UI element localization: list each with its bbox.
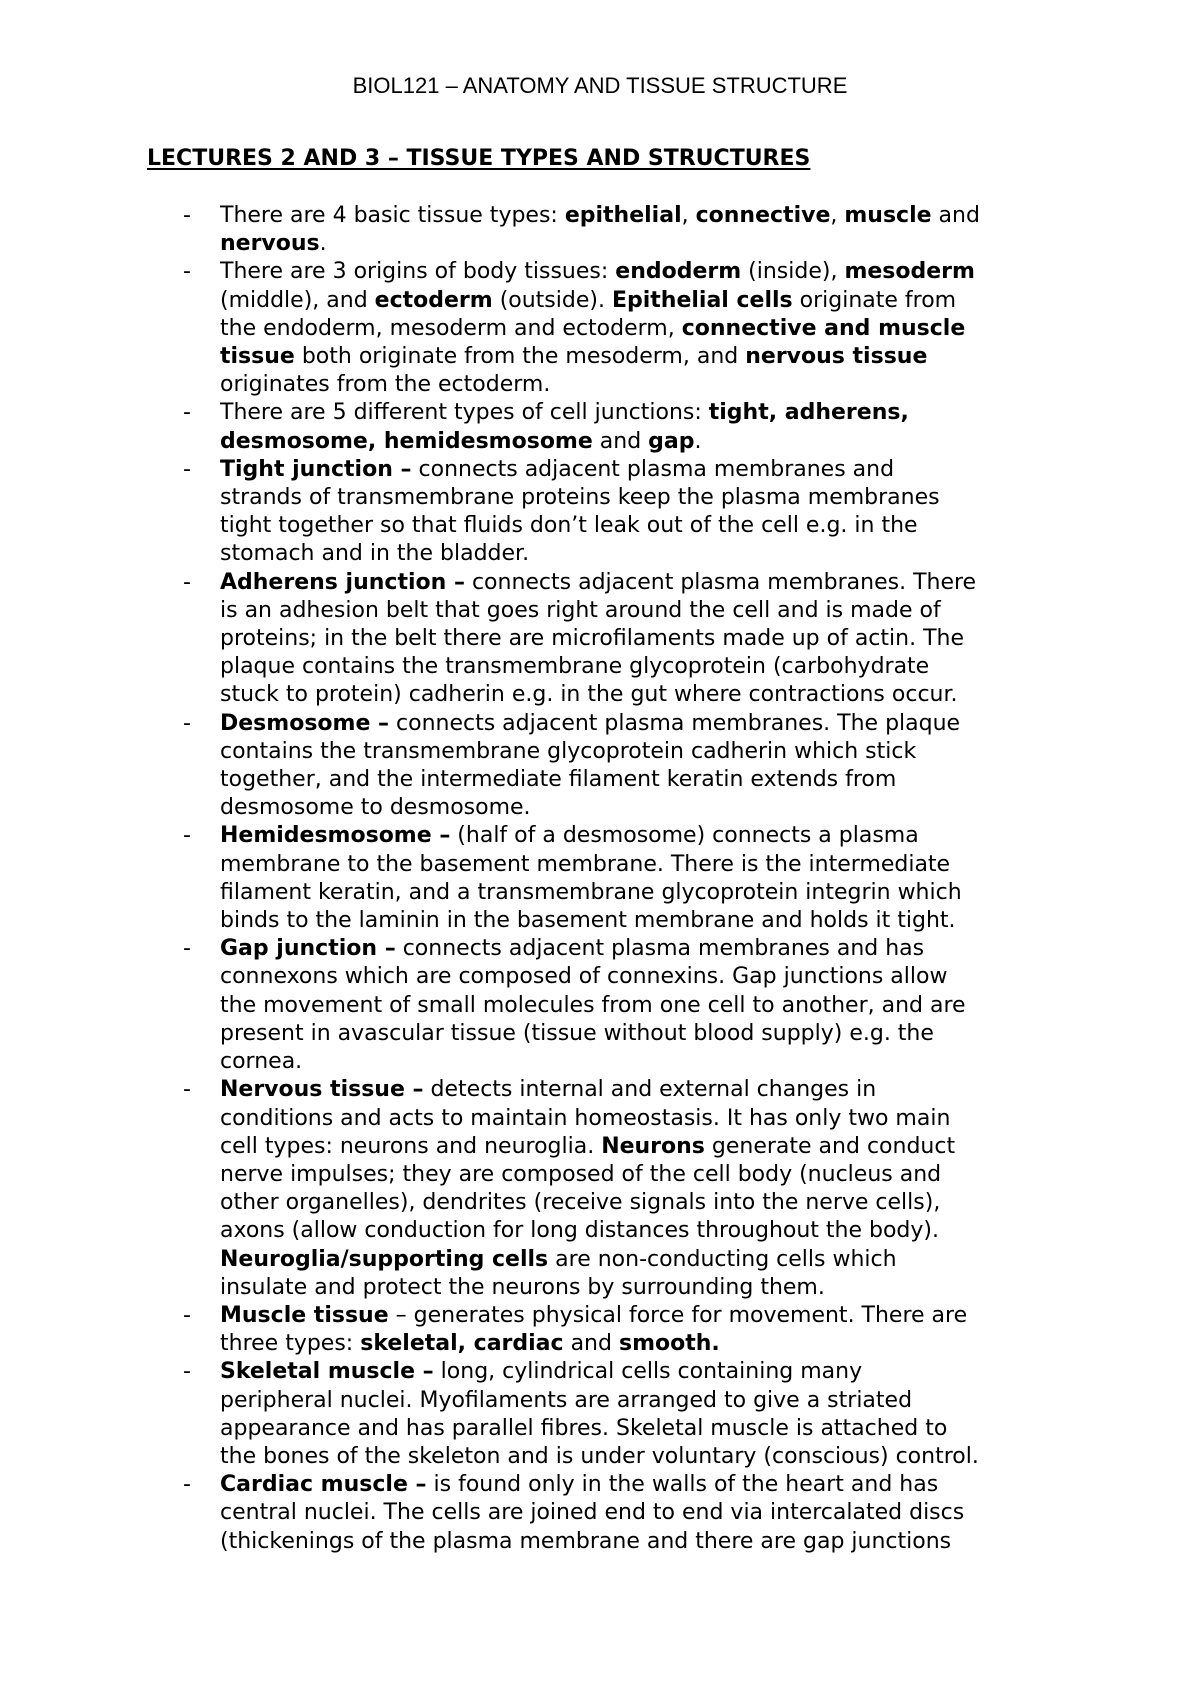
bold-term: tissue — [220, 344, 295, 370]
bullet-line — [220, 399, 1080, 427]
bold-term: mesoderm — [844, 259, 975, 285]
bullet-dash: - — [183, 569, 191, 595]
text-run: other organelles), dendrites (receive signals into the nerve cells), — [220, 1190, 941, 1216]
bullet-item — [0, 1302, 1080, 1358]
text-run: together, and the intermediate filament keratin extends from — [220, 767, 897, 793]
text-run: stomach and in the bladder. — [220, 541, 530, 567]
bullet-line — [220, 1358, 1080, 1386]
text-run: is found only in the walls of the heart and has — [426, 1472, 939, 1498]
text-run: are non-conducting cells which — [548, 1246, 897, 1272]
section-title: LECTURES 2 AND 3 – TISSUE TYPES AND STRUCTURES — [147, 146, 811, 171]
text-run: , — [830, 203, 845, 228]
bullet-line — [220, 738, 1080, 766]
bold-term: Skeletal muscle – — [220, 1359, 434, 1385]
bold-term: Hemidesmosome – — [220, 823, 451, 849]
bold-term: Muscle tissue — [220, 1302, 389, 1328]
text-run: detects internal and external changes in — [423, 1077, 877, 1103]
text-run: filament keratin, and a transmembrane glycoprotein integrin which — [220, 879, 962, 905]
bullet-item — [0, 1076, 1080, 1302]
bold-term: Nervous tissue – — [220, 1077, 424, 1103]
bullet-item — [0, 1358, 1080, 1471]
bullet-dash: - — [183, 1359, 191, 1385]
bullet-line — [220, 935, 1080, 963]
text-run: nerve impulses; they are composed of the cell body (nucleus and — [220, 1161, 942, 1187]
bullet-dash: - — [183, 456, 191, 482]
bullet-dash: - — [183, 1472, 191, 1498]
text-run: There are 4 basic tissue types: — [220, 203, 565, 228]
text-run: strands of transmembrane proteins keep the plasma membranes — [220, 485, 940, 511]
text-run: is an adhesion belt that goes right around the cell and is made of — [220, 597, 941, 623]
text-run: tight together so that fluids don’t leak out of the cell e.g. in the — [220, 513, 918, 539]
bullet-line — [220, 879, 1080, 907]
text-run: . — [694, 428, 702, 454]
text-run: contains the transmembrane glycoprotein cadherin which stick — [220, 738, 917, 764]
bullet-item — [0, 822, 1080, 935]
bold-term: Epithelial cells — [611, 287, 793, 313]
bullet-item — [0, 399, 1080, 455]
text-run: three types: — [220, 1331, 361, 1357]
bullet-line — [220, 851, 1080, 879]
bullet-line — [220, 794, 1080, 822]
bold-term: connective and muscle — [681, 315, 966, 341]
bullet-line — [220, 456, 1080, 484]
text-run: generate and conduct — [704, 1133, 956, 1159]
text-run: cornea. — [220, 1049, 303, 1075]
bold-term: Cardiac muscle – — [220, 1472, 427, 1498]
bold-term: desmosome, hemidesmosome — [220, 428, 593, 454]
bullet-line — [220, 1387, 1080, 1415]
bullet-dash: - — [183, 203, 191, 228]
text-run: the endoderm, mesoderm and ectoderm, — [220, 315, 682, 341]
text-run: connects adjacent plasma membranes and has — [395, 936, 925, 962]
text-run: (half of a desmosome) connects a plasma — [450, 823, 919, 849]
text-run: connects adjacent plasma membranes. The plaque — [389, 710, 961, 736]
bullet-line — [220, 710, 1080, 738]
bold-term: gap — [648, 428, 695, 454]
bullet-line — [220, 907, 1080, 935]
text-run: plaque contains the transmembrane glycoprotein (carbohydrate — [220, 654, 930, 680]
bold-term: Neurons — [601, 1133, 705, 1159]
bullet-line — [220, 1443, 1080, 1471]
bullet-line — [220, 1330, 1080, 1358]
bullet-dash: - — [183, 1302, 191, 1328]
bullet-line — [220, 230, 1080, 258]
text-run: central nuclei. The cells are joined end to end via intercalated discs — [220, 1500, 965, 1526]
bullet-dash: - — [183, 710, 191, 736]
text-run: both originate from the mesoderm, and — [294, 344, 746, 370]
bold-term: smooth. — [618, 1331, 720, 1357]
bullet-line — [220, 597, 1080, 625]
text-run: There are 3 origins of body tissues: — [220, 259, 616, 285]
bullet-item — [0, 710, 1080, 823]
bullet-item — [0, 1471, 1080, 1556]
text-run: and — [563, 1331, 619, 1357]
bullet-line — [220, 484, 1080, 512]
bullet-line — [220, 371, 1080, 399]
text-run: peripheral nuclei. Myofilaments are arranged to give a striated — [220, 1387, 913, 1413]
text-run: the movement of small molecules from one cell to another, and are — [220, 992, 966, 1018]
bullet-dash: - — [183, 1077, 191, 1103]
text-run: originates from the ectoderm. — [220, 372, 551, 398]
bold-term: Desmosome – — [220, 710, 390, 736]
bullet-line — [220, 1274, 1080, 1302]
bullet-line — [220, 287, 1080, 315]
bullet-line — [220, 540, 1080, 568]
bullet-line — [220, 1133, 1080, 1161]
text-run: binds to the laminin in the basement membrane and holds it tight. — [220, 908, 956, 934]
text-run: cell types: neurons and neuroglia. — [220, 1133, 602, 1159]
bullet-line — [220, 1189, 1080, 1217]
bullet-line — [220, 343, 1080, 371]
text-run: long, cylindrical cells containing many — [433, 1359, 863, 1385]
bullet-line — [220, 512, 1080, 540]
text-run: membrane to the basement membrane. There is the intermediate — [220, 851, 951, 877]
bold-term: nervous tissue — [745, 344, 928, 370]
text-run: connexons which are composed of connexins. Gap junctions allow — [220, 964, 948, 990]
bold-term: epithelial — [564, 203, 682, 228]
bullet-item — [0, 569, 1080, 710]
bullet-item — [0, 202, 1080, 258]
bullet-line — [220, 1246, 1080, 1274]
text-run: – generates physical force for movement. There are — [388, 1302, 968, 1328]
bullet-line — [220, 315, 1080, 343]
bold-term: Adherens junction – — [220, 569, 465, 595]
bold-term: muscle — [844, 203, 932, 228]
bullet-line — [220, 202, 1080, 230]
text-run: , — [681, 203, 696, 228]
text-run: insulate and protect the neurons by surrounding them. — [220, 1274, 825, 1300]
text-run: and — [592, 428, 649, 454]
bullet-line — [220, 569, 1080, 597]
text-run: present in avascular tissue (tissue without blood supply) e.g. the — [220, 1020, 934, 1046]
text-run: connects adjacent plasma membranes. There — [464, 569, 977, 595]
text-run: (thickenings of the plasma membrane and there are gap junctions — [220, 1528, 952, 1554]
bold-term: skeletal, cardiac — [360, 1331, 564, 1357]
text-run: and — [931, 203, 980, 228]
bullet-dash: - — [183, 400, 191, 426]
text-run: (outside). — [492, 287, 612, 313]
bullet-line — [220, 1217, 1080, 1245]
text-run: appearance and has parallel fibres. Skeletal muscle is attached to — [220, 1415, 948, 1441]
text-run: . — [319, 231, 327, 257]
text-run: connects adjacent plasma membranes and — [411, 456, 895, 482]
text-run: conditions and acts to maintain homeostasis. It has only two main — [220, 1105, 951, 1131]
bullet-item — [0, 258, 1080, 399]
bullet-line — [220, 1105, 1080, 1133]
bullet-line — [220, 625, 1080, 653]
bullet-line — [220, 258, 1080, 286]
bold-term: tight, adherens, — [708, 400, 909, 426]
bold-term: connective — [695, 203, 831, 228]
bullet-line — [220, 766, 1080, 794]
bullet-line — [220, 822, 1080, 850]
text-run: axons (allow conduction for long distances throughout the body). — [220, 1218, 939, 1244]
bullet-item — [0, 935, 1080, 1076]
bullet-line — [220, 1020, 1080, 1048]
bullet-dash: - — [183, 823, 191, 849]
bullet-line — [220, 1161, 1080, 1189]
text-run: originate from — [792, 287, 957, 313]
bullet-line — [220, 1471, 1080, 1499]
bullet-list — [0, 202, 1200, 1556]
bold-term: Tight junction – — [220, 456, 412, 482]
text-run: stuck to protein) cadherin e.g. in the gut where contractions occur. — [220, 682, 958, 708]
bullet-line — [220, 428, 1080, 456]
bullet-line — [220, 1076, 1080, 1104]
bullet-line — [220, 992, 1080, 1020]
bullet-line — [220, 681, 1080, 709]
bullet-line — [220, 1048, 1080, 1076]
bullet-item — [0, 456, 1080, 569]
document-header: BIOL121 – ANATOMY AND TISSUE STRUCTURE — [352, 73, 848, 98]
bullet-line — [220, 963, 1080, 991]
text-run: desmosome to desmosome. — [220, 795, 531, 821]
text-run: proteins; in the belt there are microfilaments made up of actin. The — [220, 626, 964, 652]
bold-term: nervous — [220, 231, 320, 257]
text-run: There are 5 different types of cell junctions: — [220, 400, 709, 426]
text-run: the bones of the skeleton and is under voluntary (conscious) control. — [220, 1443, 979, 1469]
bold-term: endoderm — [615, 259, 742, 285]
bullet-line — [220, 1499, 1080, 1527]
text-run: (inside), — [741, 259, 845, 285]
bullet-line — [220, 1528, 1080, 1556]
bullet-dash: - — [183, 259, 191, 285]
bullet-line — [220, 653, 1080, 681]
bullet-dash: - — [183, 936, 191, 962]
bullet-line — [220, 1302, 1080, 1330]
text-run: (middle), and — [220, 287, 375, 313]
bold-term: Gap junction – — [220, 936, 396, 962]
bold-term: ectoderm — [374, 287, 493, 313]
bullet-line — [220, 1415, 1080, 1443]
bold-term: Neuroglia/supporting cells — [220, 1246, 549, 1272]
